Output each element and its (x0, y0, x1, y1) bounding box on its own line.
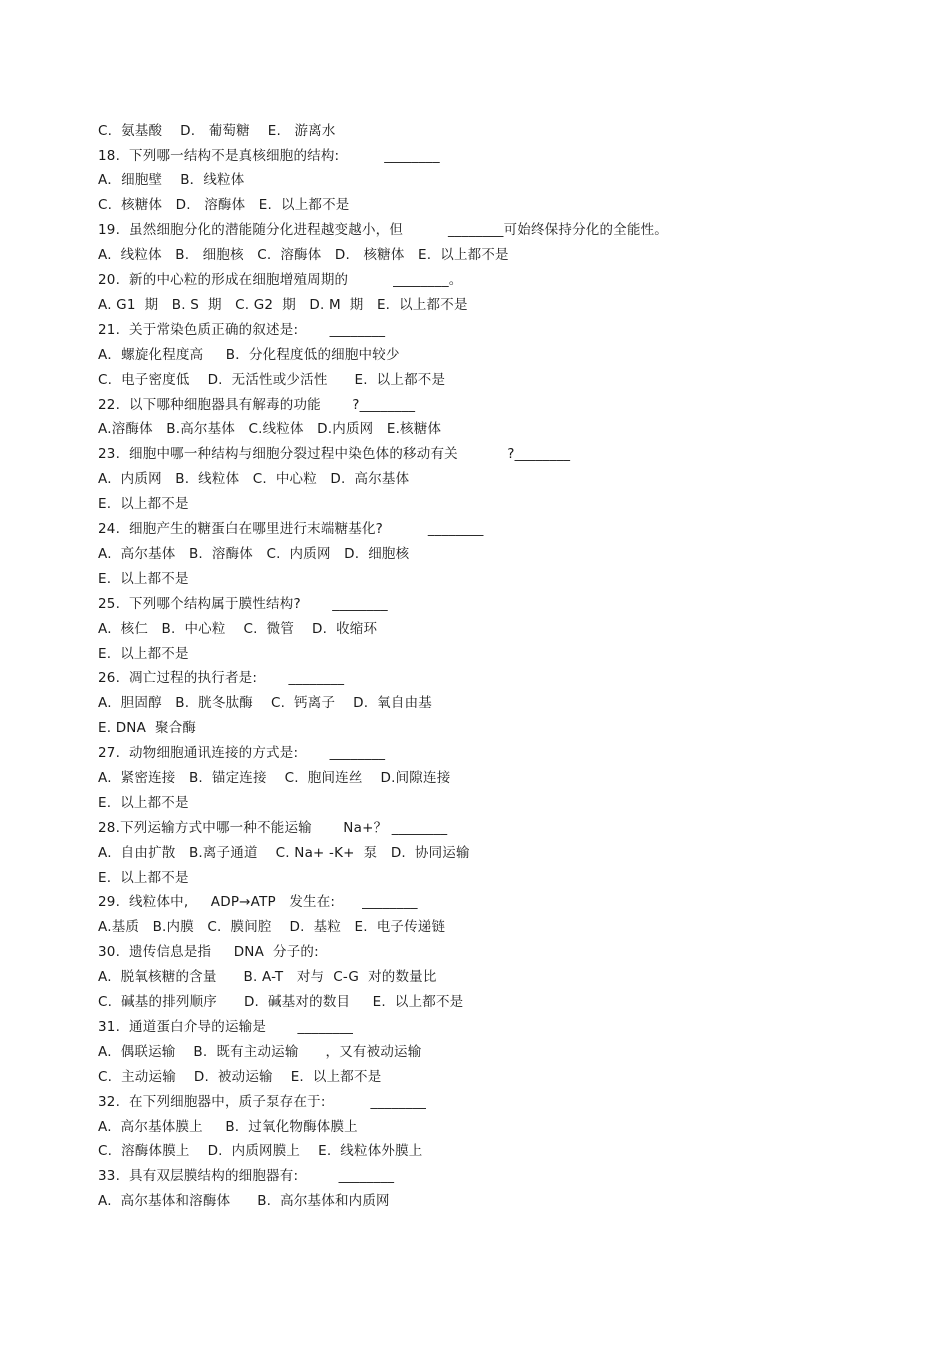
text-line: 28.下列运输方式中哪一种不能运输 Na+？ ________ (98, 820, 448, 836)
text-line: A. 紧密连接 B. 锚定连接 C. 胞间连丝 D.间隙连接 (98, 770, 451, 786)
text-line: E. 以上都不是 (98, 571, 189, 587)
text-line: A. 自由扩散 B.离子通道 C. Na+ -K+ 泵 D. 协同运输 (98, 845, 470, 861)
text-line: 19. 虽然细胞分化的潜能随分化进程越变越小，但 ________可始终保持分化的全能性。 (98, 222, 668, 238)
text-line: 22. 以下哪种细胞器具有解毒的功能 ?________ (98, 397, 416, 413)
text-line: A.溶酶体 B.高尔基体 C.线粒体 D.内质网 E.核糖体 (98, 421, 442, 437)
text-line: A. 内质网 B. 线粒体 C. 中心粒 D. 高尔基体 (98, 471, 410, 487)
text-line: C. 电子密度低 D. 无活性或少活性 E. 以上都不是 (98, 372, 446, 388)
text-line: C. 溶酶体膜上 D. 内质网膜上 E. 线粒体外膜上 (98, 1143, 423, 1159)
text-line: E. DNA 聚合酶 (98, 720, 197, 736)
text-line: A. 线粒体 B. 细胞核 C. 溶酶体 D. 核糖体 E. 以上都不是 (98, 247, 509, 263)
text-line: E. 以上都不是 (98, 496, 189, 512)
text-line: 25. 下列哪个结构属于膜性结构? ________ (98, 596, 388, 612)
text-line: A.基质 B.内膜 C. 膜间腔 D. 基粒 E. 电子传递链 (98, 919, 446, 935)
text-line: E. 以上都不是 (98, 795, 189, 811)
text-line: A．螺旋化程度高 B．分化程度低的细胞中较少 (98, 347, 400, 363)
text-line: A. 脱氧核糖的含量 B. A-T 对与 C-G 对的数量比 (98, 969, 437, 985)
text-line: C. 主动运输 D. 被动运输 E. 以上都不是 (98, 1069, 382, 1085)
text-line: A. 高尔基体膜上 B. 过氧化物酶体膜上 (98, 1119, 358, 1135)
text-line: 18. 下列哪一结构不是真核细胞的结构: ________ (98, 148, 440, 164)
text-line: 32. 在下列细胞器中，质子泵存在于: ________ (98, 1094, 427, 1110)
text-line: A. 偶联运输 B. 既有主动运输 ，又有被动运输 (98, 1044, 422, 1060)
text-line: 20. 新的中心粒的形成在细胞增殖周期的 ________。 (98, 272, 463, 288)
text-line: A. 高尔基体 B. 溶酶体 C. 内质网 D. 细胞核 (98, 546, 410, 562)
text-line: 26. 凋亡过程的执行者是: ________ (98, 670, 345, 686)
text-line: 33. 具有双层膜结构的细胞器有: ________ (98, 1168, 395, 1184)
text-line: 23. 细胞中哪一种结构与细胞分裂过程中染色体的移动有关 ?________ (98, 446, 571, 462)
text-line: A. 核仁 B. 中心粒 C. 微管 D. 收缩环 (98, 621, 378, 637)
text-line: 27. 动物细胞通讯连接的方式是: ________ (98, 745, 386, 761)
text-line: C. 氨基酸 D. 葡萄糖 E. 游离水 (98, 123, 336, 139)
text-line: C. 碱基的排列顺序 D. 碱基对的数目 E. 以上都不是 (98, 994, 464, 1010)
text-line: 31. 通道蛋白介导的运输是 ________ (98, 1019, 354, 1035)
text-line: A．细胞壁 B．线粒体 (98, 172, 245, 188)
text-line: C. 核糖体 D. 溶酶体 E. 以上都不是 (98, 197, 350, 213)
text-line: A. G1 期 B. S 期 C. G2 期 D. M 期 E. 以上都不是 (98, 297, 468, 313)
text-line: A. 高尔基体和溶酶体 B. 高尔基体和内质网 (98, 1193, 390, 1209)
text-line: 21. 关于常染色质正确的叙述是: ________ (98, 322, 386, 338)
text-line: A. 胆固醇 B. 胱冬肽酶 C. 钙离子 D. 氧自由基 (98, 695, 432, 711)
text-line: 30. 遗传信息是指 DNA 分子的: (98, 944, 319, 960)
text-line: 24. 细胞产生的糖蛋白在哪里进行末端糖基化? ________ (98, 521, 484, 537)
text-line: E. 以上都不是 (98, 646, 189, 662)
text-line: 29. 线粒体中, ADP→ATP 发生在: ________ (98, 894, 418, 910)
text-line: E. 以上都不是 (98, 870, 189, 886)
